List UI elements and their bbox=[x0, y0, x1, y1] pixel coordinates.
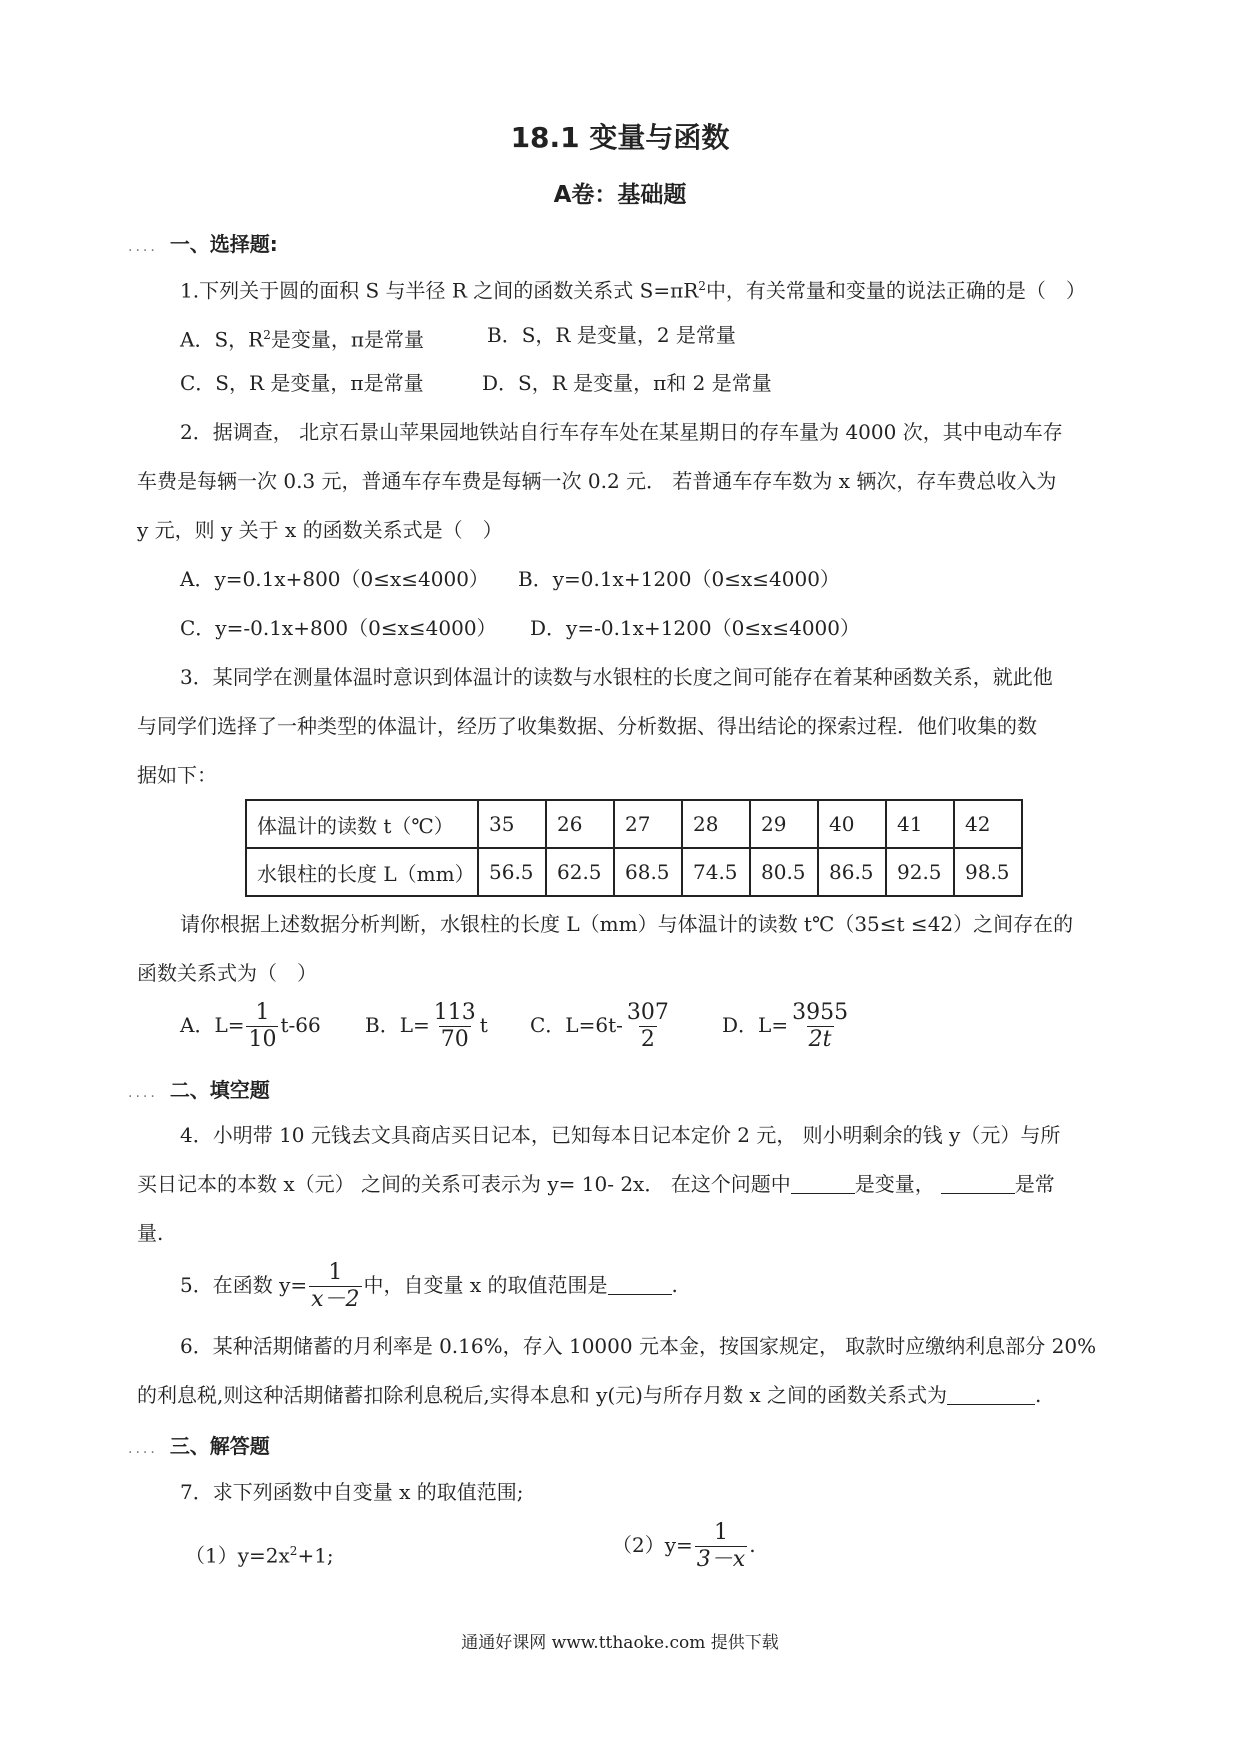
superscript: 2 bbox=[698, 279, 706, 293]
q2-line-2: 车费是每辆一次 0.3 元，普通车存车费是每辆一次 0.2 元． 若普通车存车数为 x 辆次，存车费总收入为 bbox=[137, 469, 1057, 493]
q7-p1-a: （1）y=2x bbox=[185, 1543, 290, 1568]
fraction bbox=[432, 1000, 478, 1053]
q1-option-b: B．S，R 是变量，2 是常量 bbox=[487, 323, 736, 347]
q3-optA-pre: A．L= bbox=[180, 1013, 245, 1037]
table-cell: 42 bbox=[954, 800, 1022, 848]
table-cell: 27 bbox=[614, 800, 682, 848]
fraction bbox=[790, 1000, 850, 1053]
section-heading-choice bbox=[128, 228, 278, 257]
q2-option-a: A．y=0.1x+800（0≤x≤4000） bbox=[180, 567, 489, 591]
fraction bbox=[246, 1000, 278, 1053]
table-cell: 62.5 bbox=[546, 848, 614, 896]
q7-p1-b: +1; bbox=[297, 1543, 334, 1568]
q3-line-2: 与同学们选择了一种类型的体温计，经历了收集数据、分析数据、得出结论的探索过程．他们收集的数 bbox=[137, 714, 1037, 738]
q7-part-1 bbox=[185, 1537, 334, 1570]
answer-blank[interactable] bbox=[947, 1384, 1035, 1405]
table-cell: 35 bbox=[478, 800, 546, 848]
section-heading-fill bbox=[128, 1074, 270, 1103]
q5-pre: 5．在函数 y= bbox=[180, 1273, 308, 1297]
q3-optA-post: t-66 bbox=[280, 1013, 321, 1037]
table-cell: 68.5 bbox=[614, 848, 682, 896]
page-title: 18.1 变量与函数 bbox=[510, 121, 730, 154]
q2-line-1: 2．据调查， 北京石景山苹果园地铁站自行车存车处在某星期日的存车量为 4000 次，其中电动车存 bbox=[180, 420, 1063, 444]
q3-option-c bbox=[530, 1000, 673, 1053]
table-cell: 40 bbox=[818, 800, 886, 848]
table-row-label: 体温计的读数 t（℃） bbox=[246, 800, 478, 848]
question-1-stem bbox=[180, 272, 1086, 305]
table-cell: 26 bbox=[546, 800, 614, 848]
section-title: 二、填空题 bbox=[169, 1078, 270, 1102]
q1-option-c: C．S，R 是变量，π是常量 bbox=[180, 371, 424, 395]
data-table bbox=[245, 799, 1023, 897]
table-row bbox=[246, 848, 1022, 896]
q1-stem-b: 中，有关常量和变量的说法正确的是（ ） bbox=[705, 278, 1086, 303]
q3-option-b bbox=[365, 1000, 488, 1053]
q3-line-3: 据如下： bbox=[137, 763, 217, 787]
table-cell: 74.5 bbox=[682, 848, 750, 896]
fraction-denominator: x－2 bbox=[311, 1287, 360, 1312]
q3-optB-pre: B．L= bbox=[365, 1013, 430, 1037]
table-row-label: 水银柱的长度 L（mm） bbox=[246, 848, 478, 896]
fraction-numerator: 1 bbox=[713, 1520, 728, 1545]
fraction-denominator: 10 bbox=[248, 1027, 277, 1052]
section-title: 三、解答题 bbox=[169, 1434, 270, 1458]
q6-line2: 的利息税,则这种活期储蓄扣除利息税后,实得本息和 y(元)与所存月数 x 之间的函数关系式为 bbox=[137, 1383, 947, 1407]
page-subtitle: A卷：基础题 bbox=[553, 182, 687, 208]
page-footer: 通通好课网 www.tthaoke.com 提供下载 bbox=[461, 1633, 779, 1653]
q7-stem: 7．求下列函数中自变量 x 的取值范围; bbox=[180, 1480, 524, 1504]
q7-p2-end: . bbox=[749, 1533, 756, 1557]
fraction-numerator: 3955 bbox=[792, 1000, 849, 1025]
q6-line-2 bbox=[137, 1381, 1041, 1409]
q5-end: . bbox=[671, 1273, 678, 1297]
superscript: 2 bbox=[289, 1544, 298, 1558]
q4-line2-c: 是常 bbox=[1014, 1172, 1055, 1196]
q3-after-line-2: 函数关系式为（ ） bbox=[137, 961, 317, 985]
table-cell: 29 bbox=[750, 800, 818, 848]
table-row bbox=[246, 800, 1022, 848]
q1-stem-a: 1.下列关于圆的面积 S 与半径 R 之间的函数关系式 S=πR bbox=[180, 278, 699, 303]
table-cell: 98.5 bbox=[954, 848, 1022, 896]
answer-blank[interactable] bbox=[791, 1173, 855, 1194]
q1-optA-b: 是变量，π是常量 bbox=[270, 327, 424, 352]
q2-line-3: y 元，则 y 关于 x 的函数关系式是（ ） bbox=[137, 518, 503, 542]
answer-blank[interactable] bbox=[941, 1173, 1015, 1194]
section-dots: .... bbox=[128, 1441, 158, 1457]
q5-post: 中，自变量 x 的取值范围是 bbox=[363, 1273, 608, 1297]
section-heading-answer bbox=[128, 1430, 270, 1459]
fraction-numerator: 1 bbox=[328, 1260, 343, 1285]
fraction-denominator: 70 bbox=[440, 1027, 469, 1052]
fraction-numerator: 307 bbox=[626, 1000, 669, 1025]
table-cell: 92.5 bbox=[886, 848, 954, 896]
section-title: 一、选择题: bbox=[169, 232, 278, 256]
fraction bbox=[625, 1000, 671, 1053]
fraction-numerator: 1 bbox=[255, 1000, 270, 1025]
q7-part-2 bbox=[612, 1520, 756, 1573]
q4-line-2 bbox=[137, 1170, 1055, 1198]
q2-option-d: D．y=-0.1x+1200（0≤x≤4000） bbox=[530, 616, 861, 640]
q3-optC-pre: C．L=6t- bbox=[530, 1013, 623, 1037]
q1-option-a bbox=[180, 321, 424, 354]
table-cell: 41 bbox=[886, 800, 954, 848]
q6-line-1: 6．某种活期储蓄的月利率是 0.16%，存入 10000 元本金，按国家规定， 取款时应缴纳利息部分 20% bbox=[180, 1334, 1097, 1358]
q4-line2-a: 买日记本的本数 x（元） 之间的关系可表示为 y= 10- 2x． 在这个问题中 bbox=[137, 1172, 791, 1196]
q4-line-3: 量. bbox=[137, 1221, 164, 1245]
section-dots: .... bbox=[128, 239, 158, 255]
q3-optB-post: t bbox=[479, 1013, 488, 1037]
q7-p2-pre: （2）y= bbox=[612, 1533, 693, 1557]
fraction bbox=[695, 1520, 747, 1573]
q2-option-c: C．y=-0.1x+800（0≤x≤4000） bbox=[180, 616, 497, 640]
q3-optD-pre: D．L= bbox=[722, 1013, 789, 1037]
table-cell: 56.5 bbox=[478, 848, 546, 896]
q4-line-1: 4．小明带 10 元钱去文具商店买日记本，已知每本日记本定价 2 元， 则小明剩余的钱 y（元）与所 bbox=[180, 1123, 1061, 1147]
q5-line bbox=[180, 1260, 678, 1313]
fraction-numerator: 113 bbox=[433, 1000, 476, 1025]
q3-line-1: 3．某同学在测量体温时意识到体温计的读数与水银柱的长度之间可能存在着某种函数关系，就此他 bbox=[180, 665, 1053, 689]
q1-option-d: D．S，R 是变量，π和 2 是常量 bbox=[482, 371, 772, 395]
superscript: 2 bbox=[263, 328, 271, 342]
table-cell: 86.5 bbox=[818, 848, 886, 896]
q3-option-a bbox=[180, 1000, 321, 1053]
q2-option-b: B．y=0.1x+1200（0≤x≤4000） bbox=[518, 567, 840, 591]
answer-blank[interactable] bbox=[608, 1274, 672, 1295]
fraction-denominator: 3－x bbox=[696, 1547, 746, 1572]
fraction bbox=[309, 1260, 361, 1313]
table-cell: 28 bbox=[682, 800, 750, 848]
q1-optA-a: A．S，R bbox=[180, 327, 264, 352]
q3-after-line-1: 请你根据上述数据分析判断，水银柱的长度 L（mm）与体温计的读数 t℃（35≤t ≤42）之间存在的 bbox=[180, 912, 1074, 936]
fraction-denominator: 2 bbox=[640, 1027, 655, 1052]
section-dots: .... bbox=[128, 1085, 158, 1101]
q3-option-d bbox=[722, 1000, 852, 1053]
table-cell: 80.5 bbox=[750, 848, 818, 896]
q6-end: . bbox=[1034, 1383, 1042, 1407]
fraction-denominator: 2t bbox=[808, 1027, 832, 1052]
q4-line2-b: 是变量， bbox=[854, 1172, 935, 1196]
